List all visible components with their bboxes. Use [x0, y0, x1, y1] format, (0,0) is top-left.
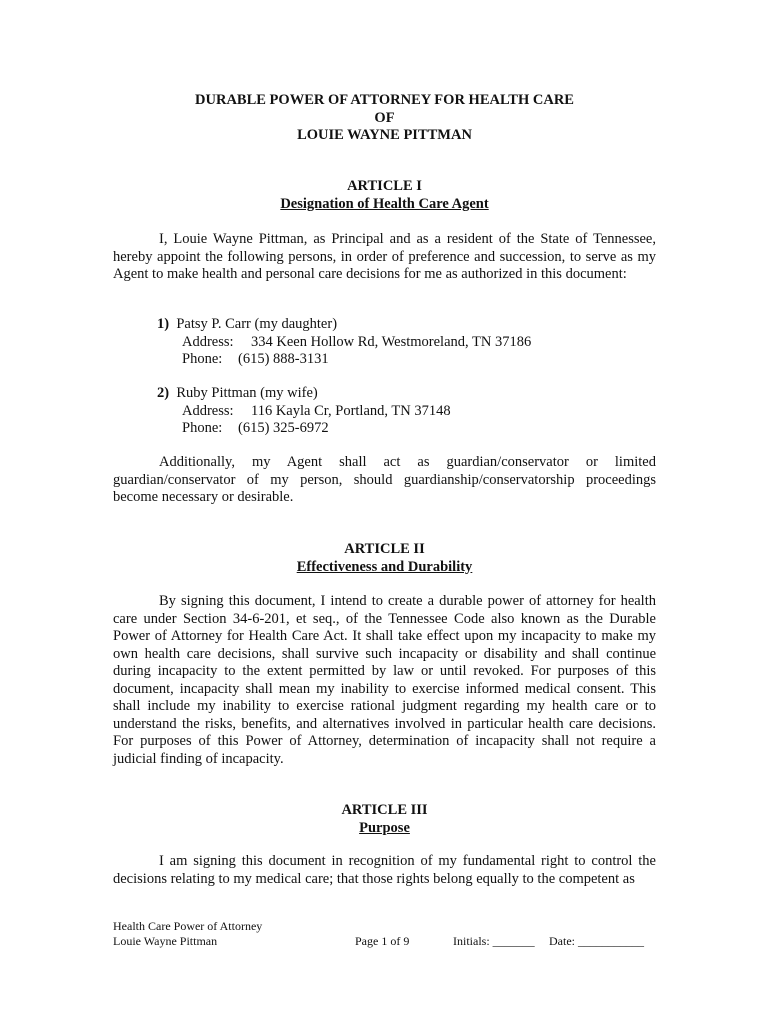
agent-2-phone: (615) 325-6972: [238, 420, 329, 436]
agent-2-name: Ruby Pittman (my wife): [176, 385, 318, 401]
article-3-heading: [113, 802, 656, 837]
agent-1-number: 1): [157, 316, 170, 332]
article-1-heading: [113, 178, 656, 213]
article-1-subheading: Designation of Health Care Agent: [280, 195, 489, 212]
agent-1-phone-label: Phone:: [182, 351, 223, 367]
article-2-subheading: Effectiveness and Durability: [296, 558, 473, 575]
article-1-additional: Additionally, my Agent shall act as guardian/conservator or limited guardian/conservator of my person, should guardianship/conservatorship proceedings become necessary or desirable.: [113, 454, 656, 505]
article-1-intro: I, Louie Wayne Pittman, as Principal and as a resident of the State of Tennessee, hereby appoint the following persons, in order of preference and succession, to serve as my Agent to make health and personal care decisions for me as authorized in this document:: [113, 231, 656, 282]
footer-initials-field: Initials: _______: [453, 934, 535, 948]
title-line-1: DURABLE POWER OF ATTORNEY FOR HEALTH CARE: [195, 92, 574, 108]
page-footer: [113, 919, 656, 949]
title-line-2: OF: [374, 109, 395, 126]
article-2-number: ARTICLE II: [344, 541, 425, 557]
article-2-heading: [113, 541, 656, 576]
agent-2: [157, 385, 637, 438]
agent-2-phone-label: Phone:: [182, 420, 223, 436]
footer-principal: Louie Wayne Pittman: [113, 934, 218, 948]
article-2-body: By signing this document, I intend to create a durable power of attorney for health care under Section 34-6-201, et seq., of the Tennessee Code also known as the Durable Power of Attorney for Health Care Act. It shall take effect upon my incapacity to make my own health care decisions, shall survive such incapacity or disability and shall continue during incapacity to the extent permitted by law or until revoked. For purposes of this document, incapacity shall mean my inability to exercise informed medical consent. This shall include my inability to exercise rational judgment regarding my health care or to understand the risks, benefits, and alternatives involved in particular health care decisions. For purposes of this Power of Attorney, determination of incapacity shall not require a judicial finding of incapacity.: [113, 593, 656, 767]
document-title: [113, 92, 656, 145]
agent-1-name: Patsy P. Carr (my daughter): [176, 316, 338, 332]
footer-page-number: Page 1 of 9: [355, 934, 410, 948]
title-line-3: LOUIE WAYNE PITTMAN: [297, 127, 472, 143]
agent-1-address-label: Address:: [182, 333, 234, 350]
agent-1-address: 334 Keen Hollow Rd, Westmoreland, TN 37186: [251, 333, 532, 350]
article-3-body: I am signing this document in recognition of my fundamental right to control the decisions relating to my medical care; that those rights belong equally to the competent as: [113, 853, 656, 887]
agent-1: [157, 316, 637, 369]
footer-doc-name: Health Care Power of Attorney: [113, 919, 263, 933]
article-3-subheading: Purpose: [359, 819, 410, 836]
agent-2-address: 116 Kayla Cr, Portland, TN 37148: [251, 402, 451, 419]
article-1-number: ARTICLE I: [347, 178, 422, 194]
agent-1-phone: (615) 888-3131: [238, 351, 329, 367]
footer-date-field: Date: ___________: [549, 934, 644, 948]
footer-row-2: [113, 934, 656, 949]
agent-2-address-label: Address:: [182, 402, 234, 419]
agent-2-number: 2): [157, 385, 170, 401]
article-3-number: ARTICLE III: [341, 802, 428, 818]
